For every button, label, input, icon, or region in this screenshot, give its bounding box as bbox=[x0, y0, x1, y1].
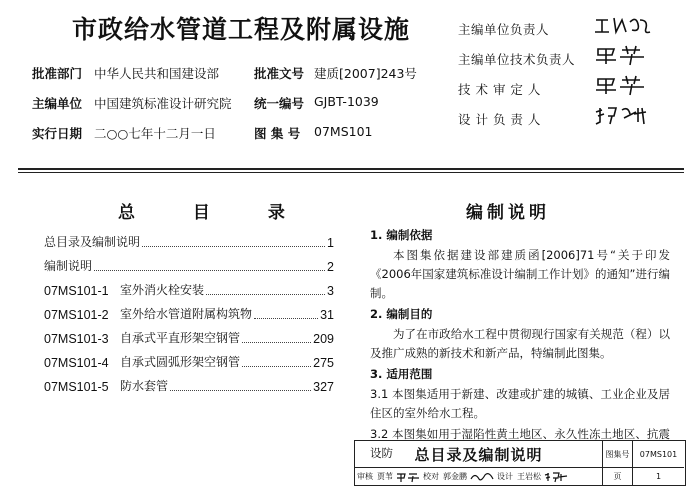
review-name: 贾苇 bbox=[377, 472, 393, 481]
design-label: 设计 bbox=[497, 472, 513, 481]
toc-heading: 总 目 录 bbox=[118, 203, 311, 223]
signer-role: 主编单位技术负责人 bbox=[458, 52, 576, 67]
page-value: 1 bbox=[655, 472, 662, 481]
design-name: 王岩松 bbox=[517, 472, 541, 481]
section-heading: 1. 编制依据 bbox=[370, 228, 433, 242]
toc-item[interactable] bbox=[44, 298, 334, 322]
toc-item[interactable] bbox=[44, 322, 334, 346]
toc-item[interactable] bbox=[44, 370, 334, 394]
approval-value: 中华人民共和国建设部 bbox=[94, 66, 220, 81]
toc-item[interactable] bbox=[44, 226, 334, 250]
review-label: 审核 bbox=[357, 472, 373, 481]
title-block-signoffs bbox=[355, 468, 603, 485]
handwritten-signature bbox=[592, 104, 652, 129]
title-block bbox=[354, 440, 686, 486]
toc-item-code: 07MS101-5 bbox=[44, 380, 109, 394]
toc-item-name: 室外给水管道附属构筑物 bbox=[120, 307, 253, 321]
atlas-value: 07MS101 bbox=[633, 441, 684, 468]
approval-key: 实行日期 bbox=[32, 126, 83, 141]
toc-item-name: 总目录及编制说明 bbox=[44, 235, 141, 249]
toc-item-code: 07MS101-1 bbox=[44, 284, 109, 298]
header-divider-thin bbox=[18, 172, 684, 173]
approval-key: 统一编号 bbox=[254, 96, 305, 111]
signer-role: 技 术 审 定 人 bbox=[458, 82, 541, 97]
toc-item-page: 275 bbox=[313, 356, 334, 370]
section-heading: 3. 适用范围 bbox=[370, 367, 433, 381]
handwritten-signature bbox=[543, 471, 569, 483]
approval-value: 07MS101 bbox=[314, 124, 373, 139]
approval-value: 二○○七年十二月一日 bbox=[94, 126, 216, 141]
section-text: 为了在市政给水工程中贯彻现行国家有关规范（程）以及推广成熟的新技术和新产品，特编制此图集。 bbox=[370, 327, 670, 360]
toc-item-code: 07MS101-2 bbox=[44, 308, 109, 322]
signer-role: 主编单位负责人 bbox=[458, 22, 550, 37]
toc-item-page: 209 bbox=[313, 332, 334, 346]
approval-key: 批准部门 bbox=[32, 66, 83, 81]
handwritten-signature bbox=[592, 14, 652, 39]
toc-item-name: 防水套管 bbox=[120, 379, 169, 393]
toc-item[interactable] bbox=[44, 274, 334, 298]
header-divider bbox=[18, 168, 684, 170]
approval-value: 建质[2007]243号 bbox=[314, 66, 417, 81]
toc-leader bbox=[170, 390, 311, 391]
toc-item-name: 自承式平直形架空钢管 bbox=[120, 331, 241, 345]
toc-item-name: 自承式圆弧形架空钢管 bbox=[120, 355, 241, 369]
approval-key: 图 集 号 bbox=[254, 126, 301, 141]
approval-value: 中国建筑标准设计研究院 bbox=[94, 96, 232, 111]
toc-item-name: 编制说明 bbox=[44, 259, 93, 273]
handwritten-signature bbox=[592, 74, 652, 99]
toc-item-name: 室外消火栓安装 bbox=[120, 283, 205, 297]
toc-item-page: 2 bbox=[327, 260, 334, 274]
title-block-main: 总目录及编制说明 bbox=[355, 441, 603, 468]
signer-role: 设 计 负 责 人 bbox=[458, 112, 541, 127]
toc-leader bbox=[254, 318, 318, 319]
section-text: 3.1 本图集适用于新建、改建或扩建的城镇、工业企业及居住区的室外给水工程。 bbox=[370, 387, 670, 420]
check-label: 校对 bbox=[423, 472, 439, 481]
approval-value: GJBT-1039 bbox=[314, 94, 379, 109]
section-text: 3.2 本图集如用于湿陷性黄土地区、永久性冻土地区、抗震设防 bbox=[370, 427, 670, 460]
handwritten-signature bbox=[592, 44, 652, 69]
toc-item[interactable] bbox=[44, 250, 334, 274]
approval-key: 批准文号 bbox=[254, 66, 305, 81]
page-label: 页 bbox=[603, 468, 633, 485]
approval-key: 主编单位 bbox=[32, 96, 83, 111]
toc-leader bbox=[142, 246, 325, 247]
handwritten-signature bbox=[395, 471, 421, 483]
toc-item-code: 07MS101-4 bbox=[44, 356, 109, 370]
toc-item-page: 31 bbox=[320, 308, 334, 322]
toc-item-page: 3 bbox=[327, 284, 334, 298]
section-text: 本图集依据建设部建质函[2006]71号“关于印发《2006年国家建筑标准设计编制工作计划》的通知”进行编制。 bbox=[370, 248, 670, 300]
notes-heading: 编制说明 bbox=[466, 203, 550, 223]
toc-leader bbox=[242, 342, 311, 343]
toc-item[interactable] bbox=[44, 346, 334, 370]
compilation-notes bbox=[370, 226, 670, 463]
atlas-label: 图集号 bbox=[603, 441, 633, 468]
toc-leader bbox=[206, 294, 325, 295]
check-name: 郭金鹏 bbox=[443, 472, 467, 481]
toc-leader bbox=[242, 366, 311, 367]
document-title: 市政给水管道工程及附属设施 bbox=[72, 15, 411, 44]
handwritten-signature bbox=[469, 471, 495, 483]
toc-leader bbox=[94, 270, 325, 271]
toc-item-page: 1 bbox=[327, 236, 334, 250]
toc-item-code: 07MS101-3 bbox=[44, 332, 109, 346]
toc-item-page: 327 bbox=[313, 380, 334, 394]
section-heading: 2. 编制目的 bbox=[370, 307, 433, 321]
